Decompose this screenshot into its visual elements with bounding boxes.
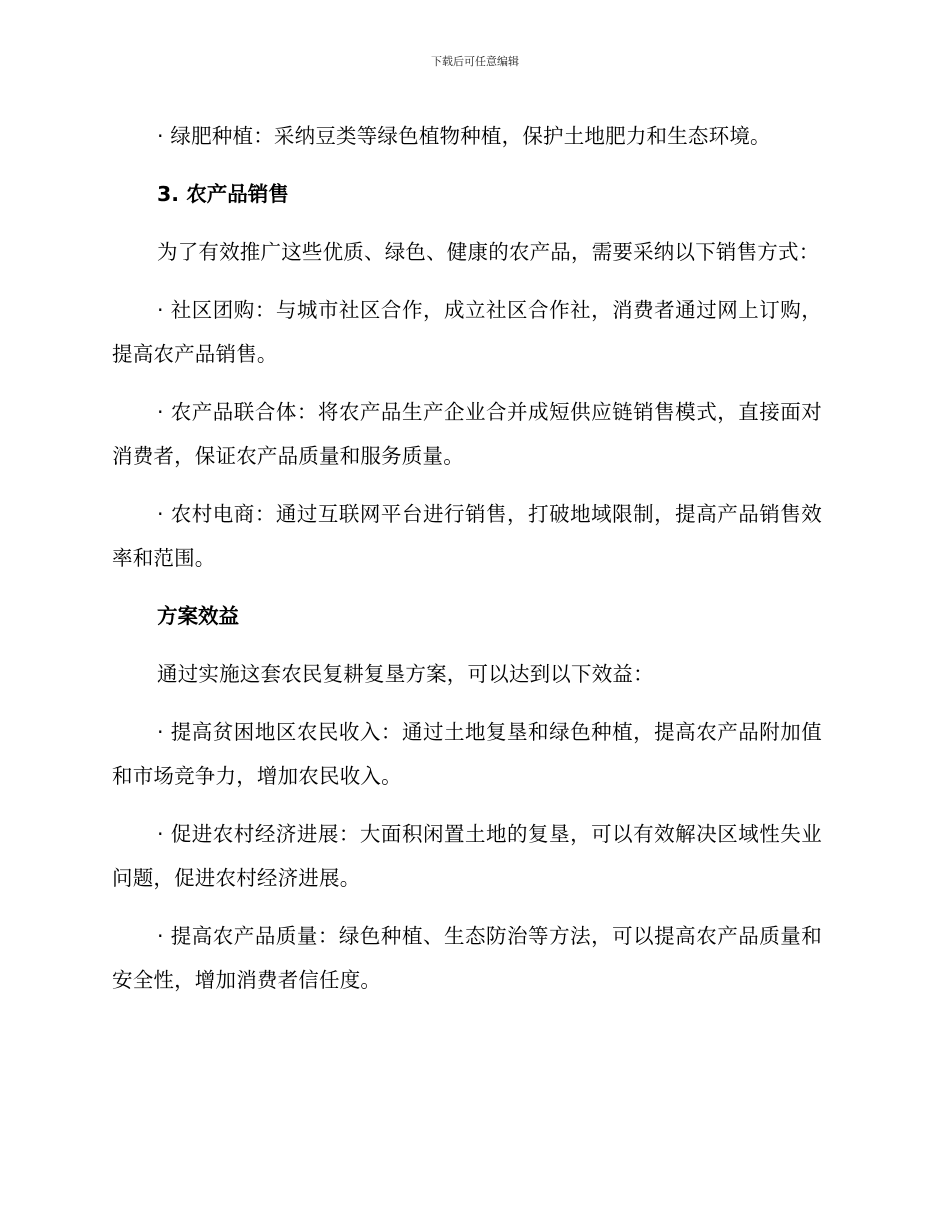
bullet-rural-economy: · 促进农村经济进展：大面积闲置土地的复垦，可以有效解决区域性失业问题，促进农村经济进展。 bbox=[112, 822, 822, 890]
section-heading-benefits: 方案效益 bbox=[157, 604, 239, 628]
paragraph-sales-intro: 为了有效推广这些优质、绿色、健康的农产品，需要采纳以下销售方式： bbox=[157, 240, 820, 264]
bullet-community-group-buy: · 社区团购：与城市社区合作，成立社区合作社，消费者通过网上订购，提高农产品销售。 bbox=[112, 298, 822, 366]
bullet-green-manure: · 绿肥种植：采纳豆类等绿色植物种植，保护土地肥力和生态环境。 bbox=[157, 124, 771, 148]
bullet-product-alliance: · 农产品联合体：将农产品生产企业合并成短供应链销售模式，直接面对消费者，保证农产品质量和服务质量。 bbox=[112, 400, 822, 468]
paragraph-benefits-intro: 通过实施这套农民复耕复垦方案，可以达到以下效益： bbox=[157, 662, 654, 686]
bullet-product-quality: · 提高农产品质量：绿色种植、生态防治等方法，可以提高农产品质量和安全性，增加消费者信任度。 bbox=[112, 924, 822, 992]
section-heading-sales: 3. 农产品销售 bbox=[157, 182, 289, 206]
page-header: 下载后可任意编辑 bbox=[431, 55, 519, 68]
document-body bbox=[112, 114, 822, 1016]
bullet-increase-income: · 提高贫困地区农民收入：通过土地复垦和绿色种植，提高农产品附加值和市场竞争力，增加农民收入。 bbox=[112, 720, 822, 788]
bullet-rural-ecommerce: · 农村电商：通过互联网平台进行销售，打破地域限制，提高产品销售效率和范围。 bbox=[112, 502, 822, 570]
